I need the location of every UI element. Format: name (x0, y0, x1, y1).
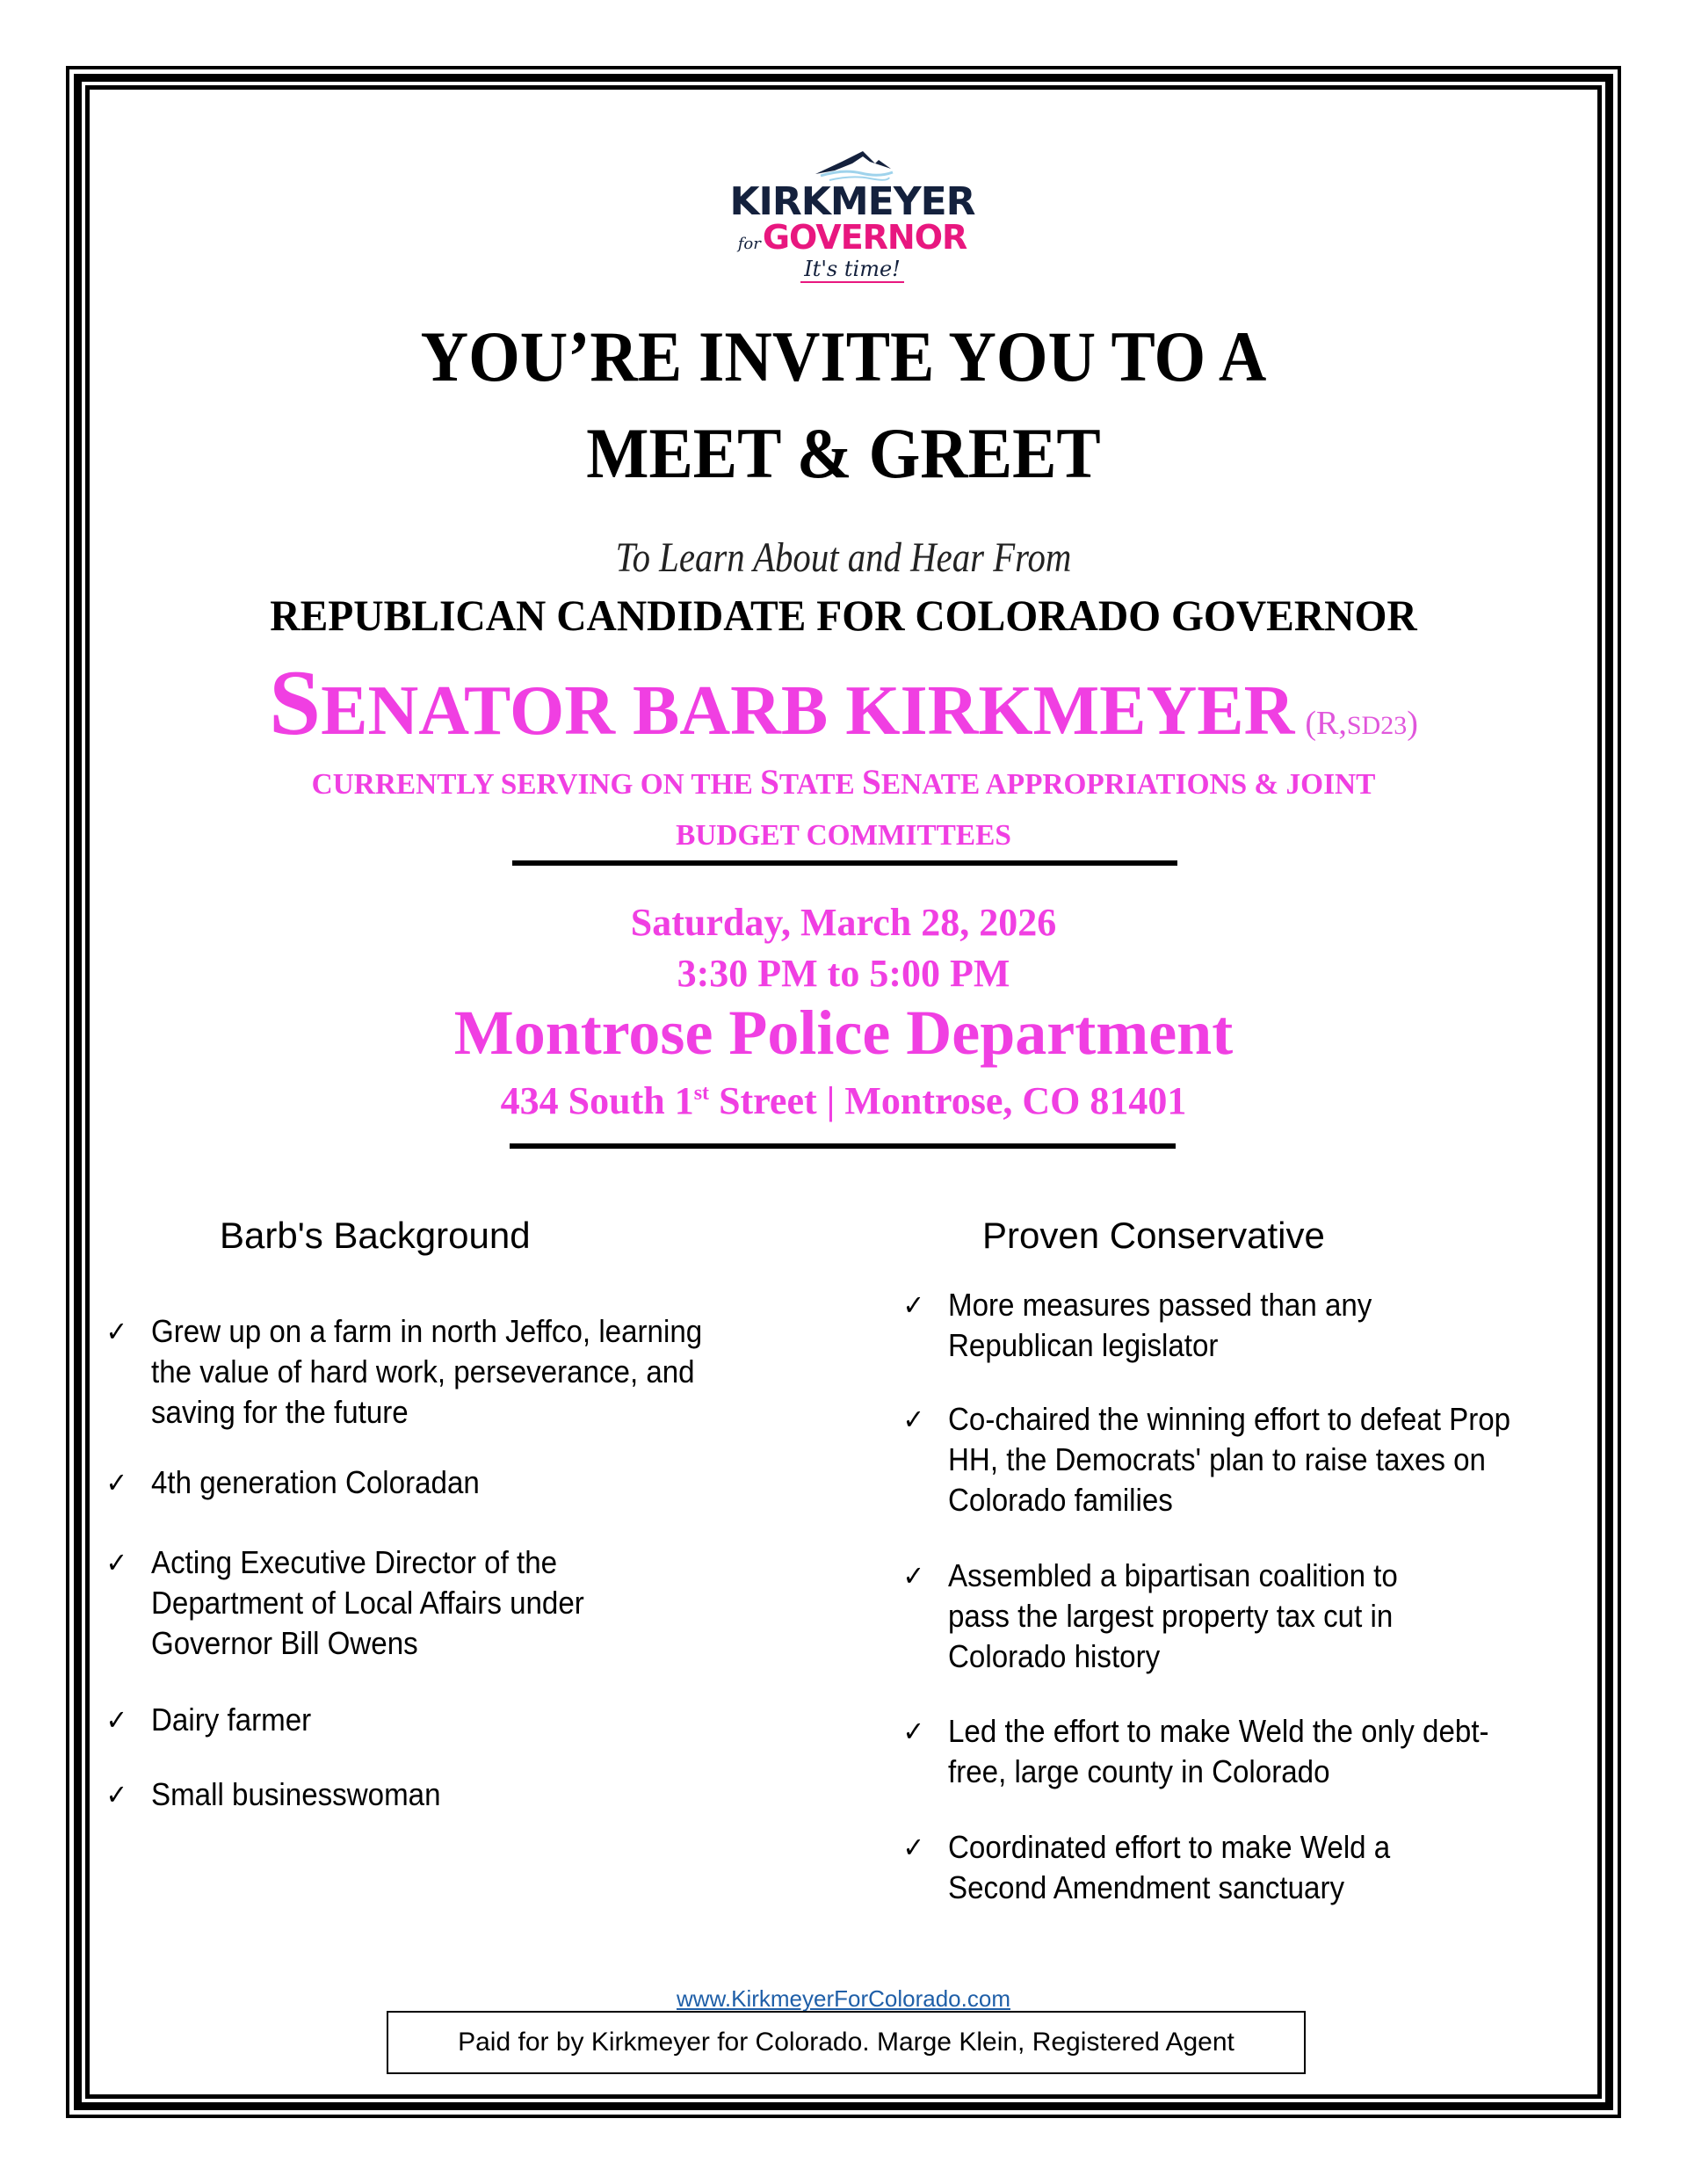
conservative-item (902, 1711, 1498, 1792)
conservative-item (902, 1827, 1433, 1908)
conservative-item (902, 1285, 1433, 1366)
background-item-text: 4th generation Coloradan (151, 1464, 480, 1500)
background-item-text: Acting Executive Director of the Department of Local Affairs under Governor Bill Owens (151, 1544, 584, 1661)
committees-text-a: CURRENTLY SERVING ON THE (311, 768, 761, 801)
committees-text-d: BUDGET COMMITTEES (676, 819, 1011, 852)
logo-name: KIRKMEYER (729, 179, 975, 224)
checkmark-icon: ✓ (902, 1715, 925, 1748)
candidate-name-initial: S (269, 651, 322, 754)
committees-cap-s1: S (760, 762, 779, 802)
event-date: Saturday, March 28, 2026 (630, 901, 1057, 944)
logo-tagline (720, 257, 984, 281)
headline-line-1: YOU’RE INVITE YOU TO A (420, 316, 1267, 396)
background-heading: Barb's Background (220, 1215, 531, 1256)
background-item (105, 1774, 733, 1815)
committees-line-2 (17, 809, 1670, 860)
conservative-item-text: More measures passed than any Republican legislator (948, 1287, 1372, 1363)
paid-for-disclaimer (387, 2011, 1306, 2074)
checkmark-icon: ✓ (902, 1403, 925, 1436)
event-address (0, 1067, 1687, 1128)
conservative-item-text: Coordinated effort to make Weld a Second Amendment sanctuary (948, 1829, 1391, 1905)
website-link-row (0, 1984, 1687, 2013)
background-item-text: Small businesswoman (151, 1776, 441, 1812)
address-ordinal: st (693, 1082, 710, 1105)
campaign-logo (720, 149, 984, 290)
checkmark-icon: ✓ (902, 1831, 925, 1864)
candidate-name-rest: ENATOR BARB KIRKMEYER (321, 672, 1295, 750)
background-item (105, 1700, 733, 1740)
website-link[interactable]: www.KirkmeyerForColorado.com (677, 1985, 1010, 2012)
event-time: 3:30 PM to 5:00 PM (677, 952, 1010, 995)
committees-text-b: TATE (778, 768, 863, 801)
divider-bottom (510, 1143, 1176, 1149)
subtitle: To Learn About and Hear From (615, 534, 1072, 581)
committees-line-1 (17, 758, 1670, 809)
party-district (1305, 705, 1418, 742)
committees-text-c: ENATE APPROPRIATIONS & JOINT (880, 768, 1376, 801)
conservative-item (902, 1399, 1546, 1520)
logo-for: for (737, 235, 761, 253)
candidate-title: REPUBLICAN CANDIDATE FOR COLORADO GOVERNOR (270, 591, 1417, 640)
checkmark-icon: ✓ (105, 1778, 128, 1811)
checkmark-icon: ✓ (105, 1466, 128, 1499)
event-venue: Montrose Police Department (453, 998, 1234, 1068)
address-rest: Street | Montrose, CO 81401 (709, 1079, 1187, 1122)
checkmark-icon: ✓ (902, 1559, 925, 1593)
committees-cap-s2: S (862, 762, 881, 802)
headline-line-2: MEET & GREET (586, 413, 1101, 493)
background-item (105, 1462, 733, 1503)
conservative-item-text: Co-chaired the winning effort to defeat Prop HH, the Democrats' plan to raise taxes on Colorado families (948, 1401, 1511, 1518)
logo-office: GOVERNOR (762, 218, 967, 257)
disclaimer-text: Paid for by Kirkmeyer for Colorado. Marge Klein, Registered Agent (458, 2028, 1234, 2057)
logo-tagline-text: It's time! (800, 257, 904, 283)
district: SD23 (1346, 711, 1408, 740)
conservative-heading: Proven Conservative (982, 1215, 1325, 1256)
checkmark-icon: ✓ (105, 1703, 128, 1737)
divider-top (512, 860, 1177, 866)
checkmark-icon: ✓ (105, 1546, 128, 1579)
background-item (105, 1542, 652, 1664)
background-item (105, 1311, 717, 1433)
party-open: (R, (1305, 705, 1347, 742)
conservative-item (902, 1556, 1449, 1677)
conservative-item-text: Assembled a bipartisan coalition to pass the largest property tax cut in Colorado history (948, 1557, 1398, 1674)
background-item-text: Dairy farmer (151, 1701, 312, 1738)
address-street-number: 434 South 1 (500, 1079, 694, 1122)
background-item-text: Grew up on a farm in north Jeffco, learning the value of hard work, perseverance, and saving for the future (151, 1313, 703, 1430)
conservative-item-text: Led the effort to make Weld the only debt-free, large county in Colorado (948, 1713, 1489, 1789)
checkmark-icon: ✓ (902, 1288, 925, 1322)
party-close: ) (1407, 705, 1418, 742)
checkmark-icon: ✓ (105, 1315, 128, 1348)
